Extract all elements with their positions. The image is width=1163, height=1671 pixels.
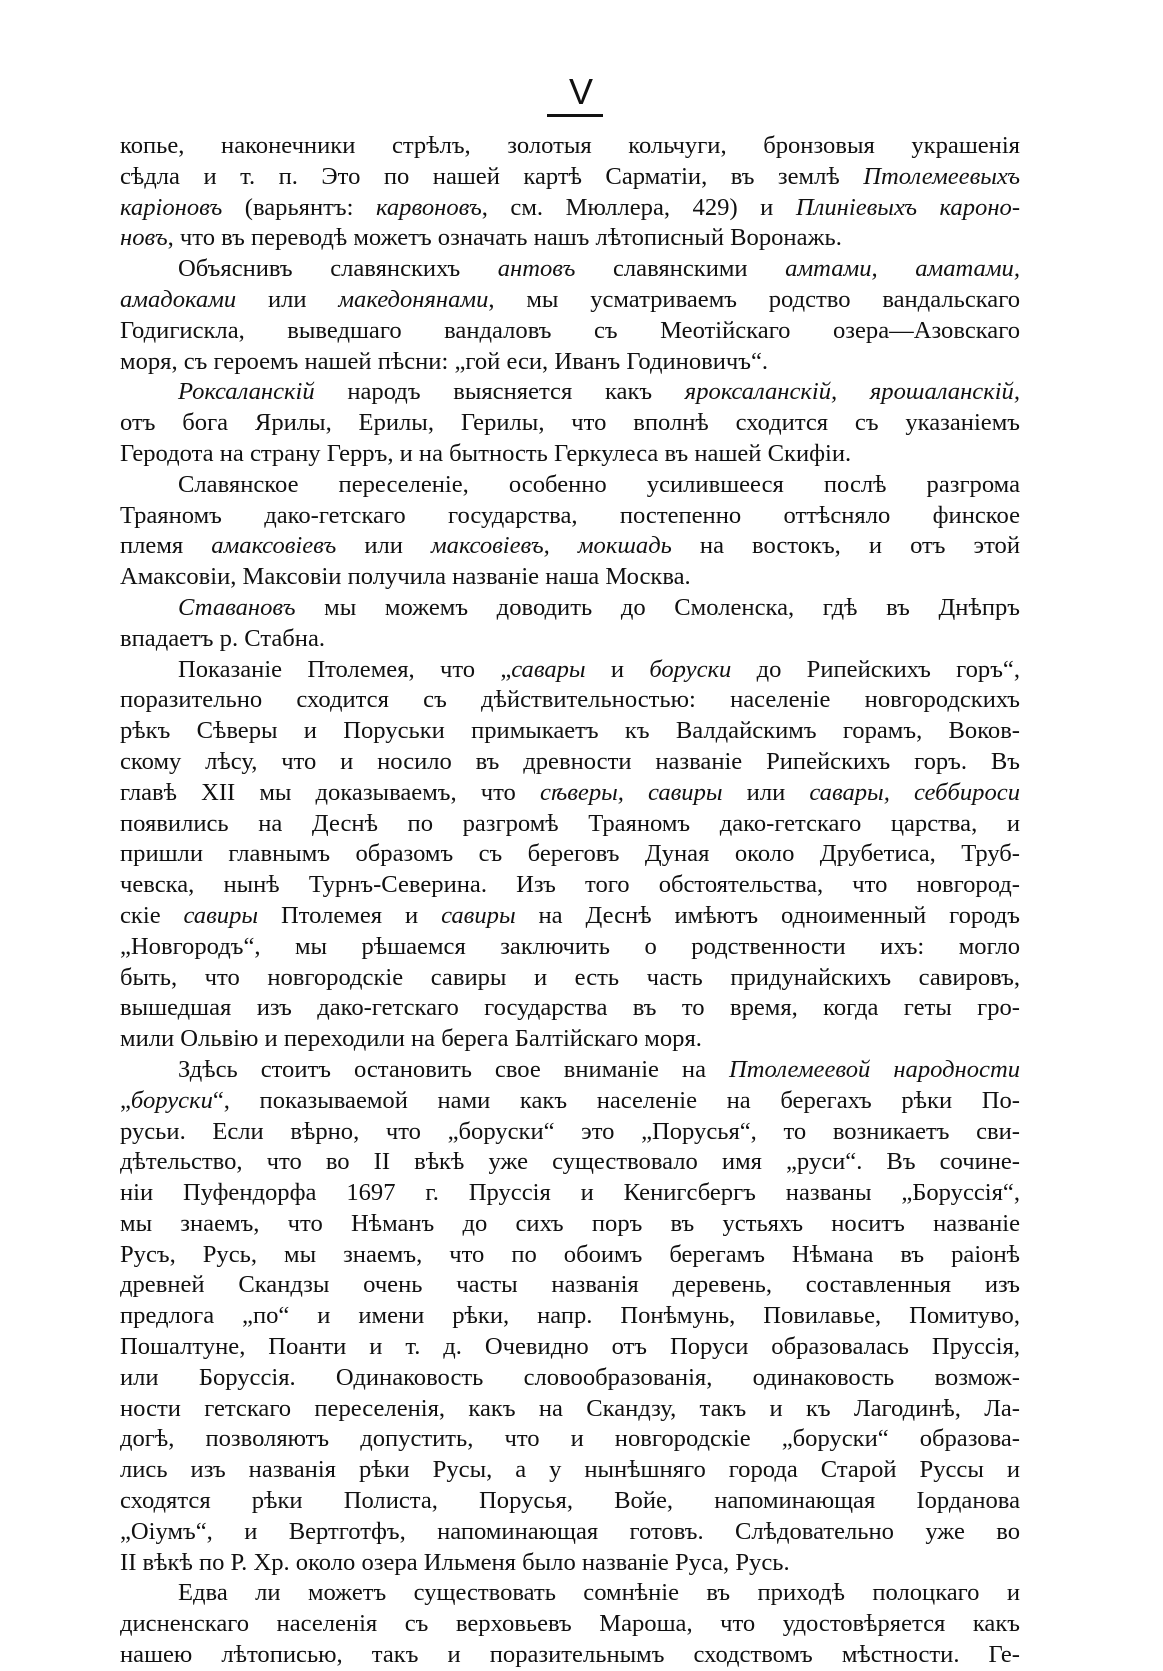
text-line	[120, 501, 1020, 532]
text-segment: русьи. Если вѣрно, что „боруски“ это „Порусья“, то возникаетъ сви-	[120, 1117, 1020, 1145]
italic-segment: савиры	[183, 901, 259, 929]
text-segment: нашею лѣтописью, такъ и поразительнымъ сходствомъ мѣстности. Ге-	[120, 1641, 1020, 1669]
text-line	[120, 932, 1020, 963]
text-line	[120, 1517, 1020, 1548]
text-segment: Траяномъ дако-гетскаго государства, постепенно оттѣсняло финское	[120, 501, 1020, 529]
text-segment: дисненскаго населенія съ верховьевъ Мароша, что удостовѣряется какъ	[120, 1610, 1020, 1638]
italic-segment: каріоновъ	[120, 193, 223, 221]
body-text	[120, 131, 1020, 1671]
italic-segment: карвоновъ	[375, 193, 482, 221]
text-line	[120, 624, 1020, 655]
text-line	[120, 408, 1020, 439]
text-segment: „Новгородъ“, мы рѣшаемся заключить о родственности ихъ: могло	[120, 932, 1020, 960]
text-line	[120, 1270, 1020, 1301]
italic-segment: савары, себбироси	[809, 778, 1020, 806]
text-line	[120, 347, 1020, 378]
text-line	[120, 1609, 1020, 1640]
text-line	[120, 1486, 1020, 1517]
text-segment: копье, наконечники стрѣлъ, золотыя кольчуги, бронзовыя украшенія	[120, 132, 1020, 159]
italic-segment: сѣверы, савиры	[539, 778, 723, 806]
text-segment: догѣ, позволяютъ допустить, что и новгородскіе „боруски“ образова-	[120, 1425, 1020, 1453]
text-line	[120, 1055, 1020, 1086]
text-segment: Русъ, Русь, мы знаемъ, что по обоимъ берегамъ Нѣмана въ раіонѣ	[120, 1240, 1020, 1268]
text-segment: вышедшая изъ дако-гетскаго государства въ то время, когда геты гро-	[120, 994, 1020, 1022]
text-segment: Показаніе Птолемея, что „	[178, 655, 512, 683]
text-segment: скіе	[120, 901, 184, 929]
text-segment: , см. Мюллера, 429) и	[481, 193, 796, 221]
text-line	[120, 531, 1020, 562]
text-segment: быть, что новгородскіе савиры и есть часть придунайскихъ савировъ,	[120, 963, 1020, 991]
text-segment: древней Скандзы очень часты названія деревень, составленныя изъ	[120, 1271, 1020, 1299]
text-line	[120, 1394, 1020, 1425]
text-line	[120, 1117, 1020, 1148]
text-segment: предлога „по“ и имени рѣки, напр. Понѣмунь, Повилавье, Помитуво,	[120, 1302, 1020, 1330]
text-segment: появились на Деснѣ по разгромѣ Траяномъ дако-гетскаго царства, и	[120, 809, 1020, 837]
text-segment: и	[585, 655, 650, 683]
text-line	[120, 1209, 1020, 1240]
text-line	[120, 901, 1020, 932]
text-segment: Птолемея и	[258, 901, 442, 929]
italic-segment: новъ	[120, 224, 168, 252]
text-segment: „Оіумъ“, и Вертготфъ, напоминающая готовъ. Слѣдовательно уже во	[120, 1517, 1020, 1545]
text-line	[120, 1455, 1020, 1486]
text-line	[120, 655, 1020, 686]
text-segment: „	[120, 1086, 131, 1114]
text-segment: , что въ переводѣ можетъ означать нашъ лѣтописный Воронажь.	[167, 224, 842, 252]
text-segment: , мы усматриваемъ родство вандальскаго	[488, 285, 1020, 313]
text-line	[120, 254, 1020, 285]
italic-segment: антовъ	[497, 255, 576, 283]
text-segment: “, показываемой нами какъ населеніе на берегахъ рѣки По-	[212, 1086, 1020, 1114]
text-segment: сѣдла и т. п. Это по нашей картѣ Сарматіи, въ землѣ	[120, 162, 864, 190]
text-segment: или Боруссія. Одинаковость словообразованія, одинаковость возмож-	[120, 1363, 1020, 1391]
text-line	[120, 716, 1020, 747]
text-line	[120, 470, 1020, 501]
text-segment: дѣтельство, что во II вѣкѣ уже существовало имя „руси“. Въ сочине-	[120, 1148, 1020, 1176]
text-segment: отъ бога Ярилы, Ерилы, Герилы, что вполнѣ сходится съ указаніемъ	[120, 409, 1020, 437]
text-line	[120, 377, 1020, 408]
italic-segment: амадоками	[120, 285, 237, 313]
italic-segment: македонянами	[338, 285, 489, 313]
page-number: V	[568, 71, 594, 112]
text-segment: Амаксовіи, Максовіи получила названіе наша Москва.	[120, 563, 691, 591]
text-line	[120, 1178, 1020, 1209]
text-segment: сходятся рѣки Полиста, Порусья, Войе, напоминающая Іорданова	[120, 1487, 1020, 1515]
italic-segment: амтами, аматами,	[785, 255, 1020, 283]
text-line	[120, 1578, 1020, 1609]
text-line	[120, 809, 1020, 840]
page-number-underline	[547, 114, 603, 117]
text-line	[120, 285, 1020, 316]
text-segment: скому лѣсу, что и носило въ древности названіе Рипейскихъ горъ. Въ	[120, 747, 1020, 775]
text-line	[120, 1332, 1020, 1363]
italic-segment: амаксовіевъ	[211, 532, 337, 560]
text-segment: ніи Пуфендорфа 1697 г. Пруссія и Кенигсбергъ названы „Боруссія“,	[120, 1179, 1020, 1207]
text-segment: пришли главнымъ образомъ съ береговъ Дуная около Друбетиса, Труб-	[120, 840, 1020, 868]
text-line	[120, 1301, 1020, 1332]
text-segment: до Рипейскихъ горъ“,	[731, 655, 1020, 683]
text-line	[120, 747, 1020, 778]
text-line	[120, 1024, 1020, 1055]
text-segment: ности гетскаго переселенія, какъ на Скандзу, такъ и къ Лагодинѣ, Ла-	[120, 1394, 1020, 1422]
text-segment: Славянское переселеніе, особенно усилившееся послѣ разгрома	[178, 470, 1020, 498]
italic-segment: Птолемеевой народности	[729, 1055, 1021, 1083]
text-segment: Едва ли можетъ существовать сомнѣніе въ приходѣ полоцкаго и	[178, 1579, 1020, 1607]
text-segment: мы можемъ доводить до Смоленска, гдѣ въ Днѣпръ	[295, 593, 1020, 621]
text-segment: или	[336, 532, 431, 560]
text-segment: лись изъ названія рѣки Русы, а у нынѣшняго города Старой Руссы и	[120, 1456, 1020, 1484]
text-segment: (варьянтъ:	[222, 193, 376, 221]
text-segment: Пошалтуне, Поанти и т. д. Очевидно отъ Поруси образовалась Пруссія,	[120, 1333, 1020, 1361]
text-line	[120, 1548, 1020, 1579]
text-line	[120, 316, 1020, 347]
text-line	[120, 1240, 1020, 1271]
text-segment: или	[236, 285, 339, 313]
text-line	[120, 1086, 1020, 1117]
text-line	[120, 1424, 1020, 1455]
text-line	[120, 593, 1020, 624]
text-segment: Здѣсь стоитъ остановить свое вниманіе на	[178, 1055, 730, 1083]
text-line	[120, 839, 1020, 870]
italic-segment: савары	[511, 655, 586, 683]
text-line	[120, 685, 1020, 716]
text-line	[120, 778, 1020, 809]
text-line	[120, 1640, 1020, 1671]
text-segment: чевска, нынѣ Турнъ-Северина. Изъ того обстоятельства, что новгород-	[120, 871, 1020, 899]
text-line	[120, 1363, 1020, 1394]
text-segment: моря, съ героемъ нашей пѣсни: „гой еси, Иванъ Годиновичъ“.	[120, 347, 769, 375]
text-line	[120, 963, 1020, 994]
text-segment: Годигискла, выведшаго вандаловъ съ Меотійскаго озера—Азовскаго	[120, 316, 1020, 344]
text-segment: мили Ольвію и переходили на берега Балтійскаго моря.	[120, 1025, 702, 1053]
text-segment: Геродота на страну Герръ, и на бытность Геркулеса въ нашей Скифіи.	[120, 439, 852, 467]
text-segment: племя	[120, 532, 212, 560]
italic-segment: Ставановъ	[178, 593, 296, 621]
text-segment: или	[722, 778, 810, 806]
text-segment: славянскими	[575, 255, 786, 283]
italic-segment: савиры	[441, 901, 516, 929]
text-segment: на востокъ, и отъ этой	[671, 532, 1020, 560]
text-segment: впадаетъ р. Стабна.	[120, 624, 326, 652]
italic-segment: Роксаланскій	[178, 378, 315, 406]
text-segment: II вѣкѣ по Р. Хр. около озера Ильменя было названіе Руса, Русь.	[120, 1548, 790, 1576]
text-line	[120, 870, 1020, 901]
text-segment: на Деснѣ имѣютъ одноименный городъ	[515, 901, 1020, 929]
italic-segment: максовіевъ, мокшадь	[430, 532, 672, 560]
text-line	[120, 162, 1020, 193]
text-segment: мы знаемъ, что Нѣманъ до сихъ поръ въ устьяхъ носитъ названіе	[120, 1209, 1020, 1237]
text-line	[120, 562, 1020, 593]
text-line	[120, 223, 1020, 254]
italic-segment: боруски	[130, 1086, 213, 1114]
text-line	[120, 1147, 1020, 1178]
italic-segment: Птолемеевыхъ	[863, 162, 1020, 190]
text-line	[120, 131, 1020, 162]
text-segment: главѣ XII мы доказываемъ, что	[120, 778, 540, 806]
text-segment: Объяснивъ славянскихъ	[178, 255, 498, 283]
text-segment: рѣкъ Сѣверы и Поруськи примыкаетъ къ Валдайскимъ горамъ, Воков-	[120, 717, 1020, 745]
italic-segment: боруски	[649, 655, 732, 683]
text-line	[120, 193, 1020, 224]
text-line	[120, 439, 1020, 470]
text-line	[120, 993, 1020, 1024]
italic-segment: Плиніевыхъ кароно-	[795, 193, 1021, 221]
italic-segment: яроксаланскій, ярошаланскій,	[684, 378, 1020, 406]
text-segment: народъ выясняется какъ	[314, 378, 685, 406]
text-segment: поразительно сходится съ дѣйствительностью: населеніе новгородскихъ	[120, 686, 1020, 714]
